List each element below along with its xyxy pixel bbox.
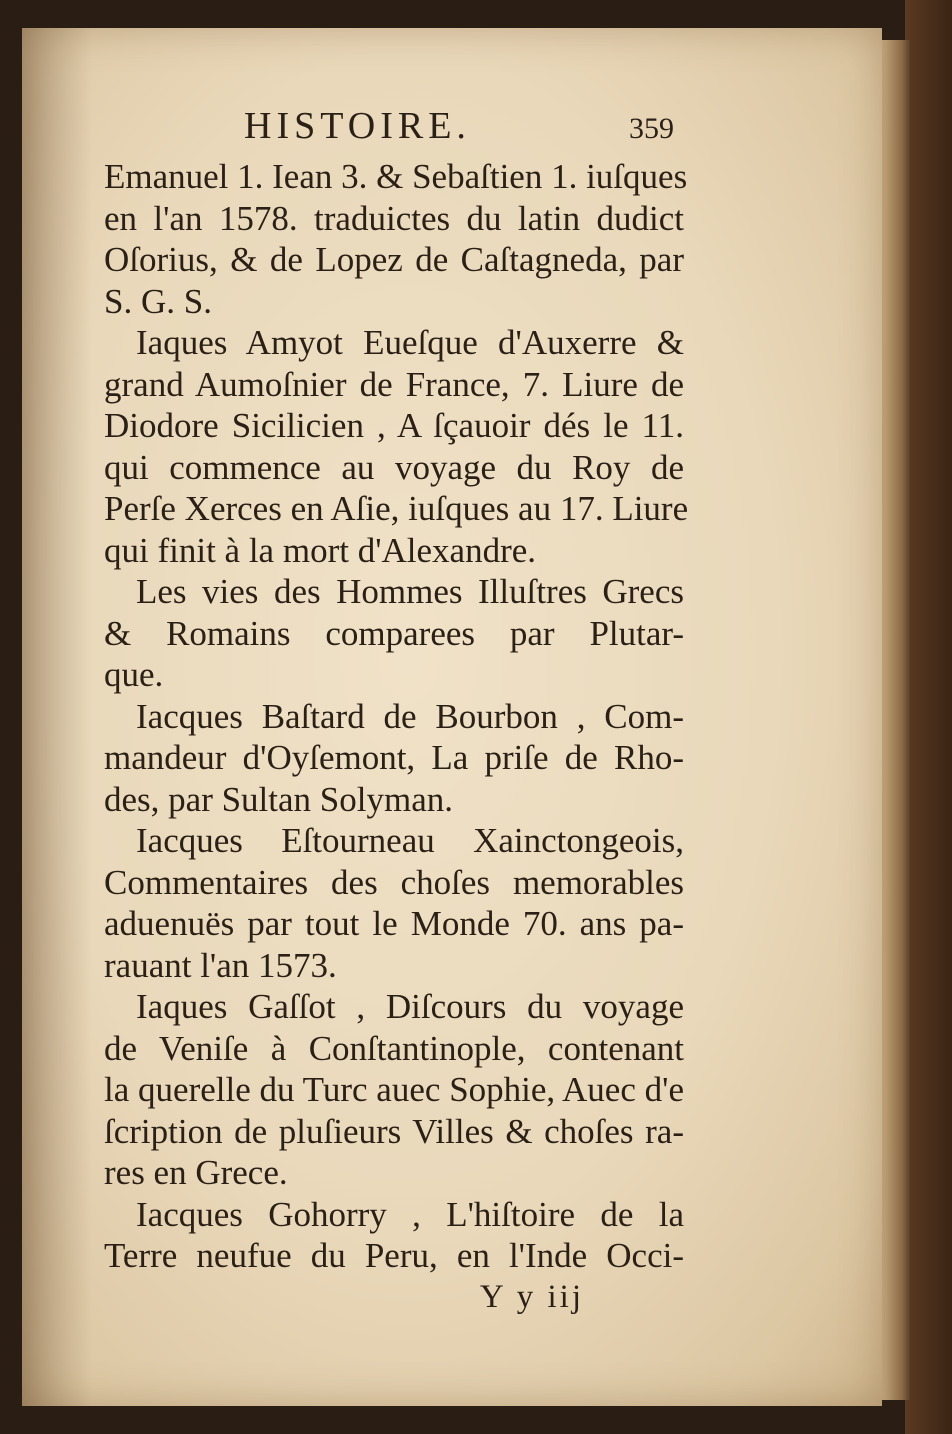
entry-first-line: Iaques Gaſſot , Diſcours du voyage <box>136 987 684 1026</box>
text-line: en l'an 1578. traduictes du latin dudict <box>104 198 684 238</box>
text-line: qui finit à la mort d'Alexandre. <box>104 530 537 570</box>
text-line: rauant l'an 1573. <box>104 945 337 985</box>
text-line: la querelle du Turc auec Sophie, Auec d'e <box>104 1070 684 1109</box>
entry-first-line: Iaques Amyot Eueſque d'Auxerre & <box>136 323 684 362</box>
text-line: & Romains comparees par Plutar- <box>104 613 684 653</box>
book-cover-edge <box>905 0 952 1434</box>
entry-first-line: Iacques Baſtard de Bourbon , Com- <box>136 696 684 736</box>
running-title: HISTOIRE. <box>244 105 471 147</box>
running-head <box>104 104 684 156</box>
text-line: des, par Sultan Solyman. <box>104 779 453 819</box>
entry-first-line: Iacques Eſtourneau Xainctongeois, <box>136 821 684 860</box>
text-line: S. G. S. <box>104 281 212 321</box>
text-line: grand Aumoſnier de France, 7. Liure de <box>104 364 684 404</box>
text-line: aduenuës par tout le Monde 70. ans pa- <box>104 904 684 943</box>
text-line: qui commence au voyage du Roy de <box>104 447 684 487</box>
text-line: mandeur d'Oyſemont, La priſe de Rho- <box>104 738 684 777</box>
entry-first-line: Iacques Gohorry , L'hiſtoire de la <box>136 1194 684 1234</box>
text-line: que. <box>104 655 164 694</box>
text-line: de Veniſe à Conſtantinople, contenant <box>104 1028 684 1068</box>
text-block <box>104 104 689 1318</box>
text-line: Oſorius, & de Lopez de Caſtagneda, par <box>104 240 684 279</box>
text-line: ſcription de pluſieurs Villes & choſes ra- <box>104 1111 684 1151</box>
text-line: Terre neufue du Peru, en l'Inde Occi- <box>104 1236 684 1275</box>
page-number: 359 <box>629 112 674 145</box>
text-line: Emanuel 1. Iean 3. & Sebaſtien 1. iuſques <box>104 157 688 196</box>
text-line: Diodore Sicilicien , A ſçauoir dés le 11. <box>104 406 684 445</box>
text-line: Commentaires des choſes memorables <box>104 862 684 902</box>
entry-first-line: Les vies des Hommes Illuſtres Grecs <box>136 572 684 611</box>
text-line: Perſe Xerces en Aſie, iuſques au 17. Liure <box>104 489 689 528</box>
gutter-shadow <box>22 28 92 1406</box>
text-line: res en Grece. <box>104 1153 288 1192</box>
signature-mark: Y y iij <box>479 1278 584 1315</box>
